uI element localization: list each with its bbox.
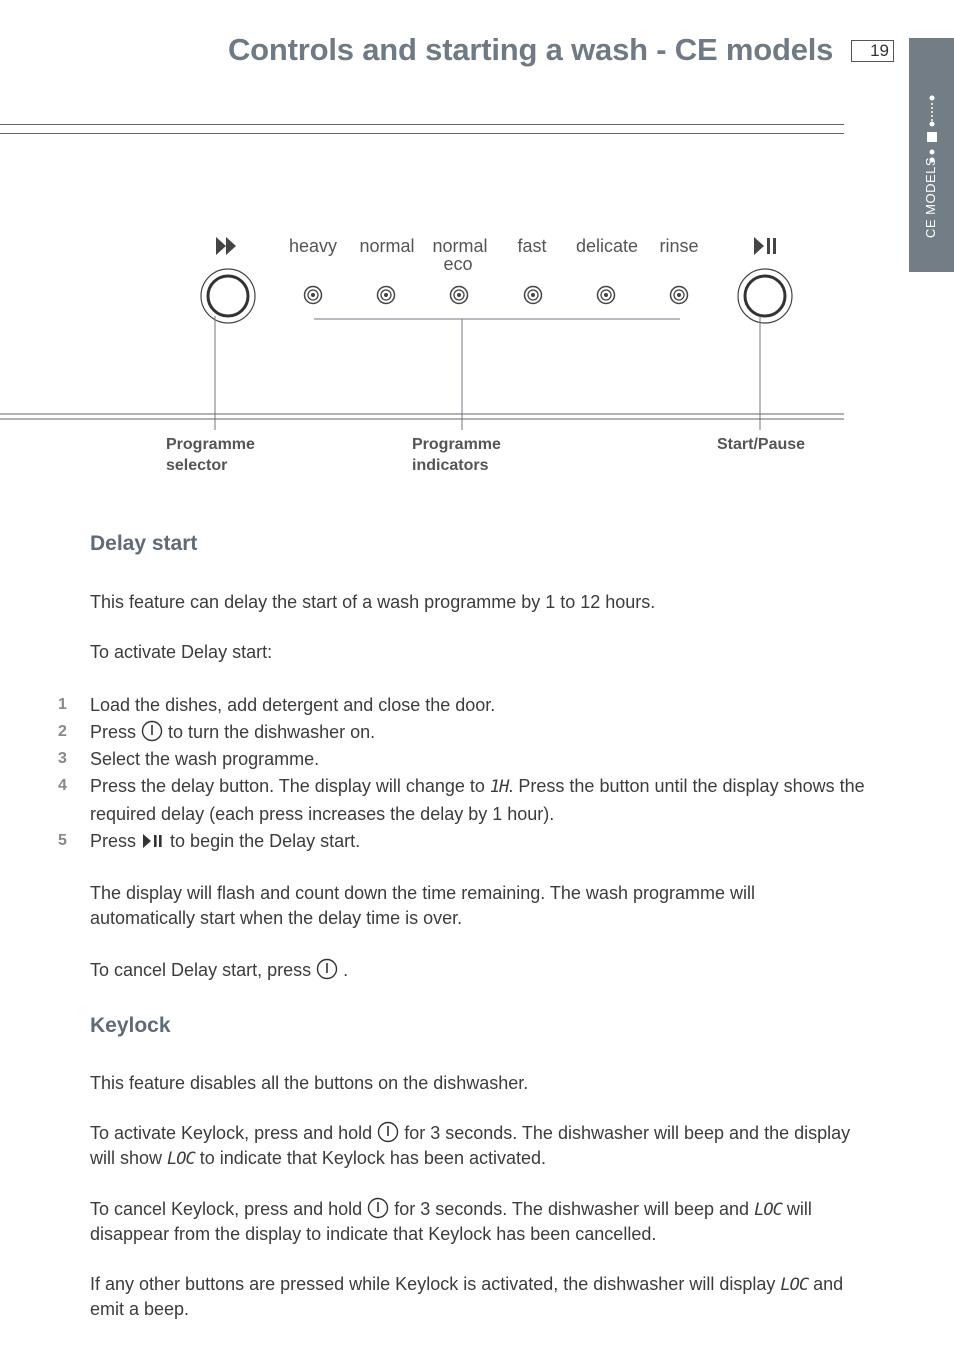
start-pause-icon bbox=[754, 237, 776, 255]
section-side-tab bbox=[909, 38, 954, 272]
step-number: 2 bbox=[58, 723, 67, 740]
display-loc-readout: LOC bbox=[780, 1275, 809, 1295]
indicator-light bbox=[451, 287, 468, 304]
countdown-text: The display will flash and count down the time remaining. The wash programme will bbox=[90, 883, 755, 903]
step-text: Press to turn the dishwasher on. bbox=[90, 722, 376, 742]
panel-edge bbox=[0, 414, 844, 419]
keylock-intro: This feature disables all the buttons on the dishwasher. bbox=[90, 1073, 529, 1093]
step-text: Select the wash programme. bbox=[90, 749, 320, 769]
side-tab-label: CE MODELS bbox=[923, 156, 938, 238]
header-rule-top bbox=[0, 124, 844, 125]
programme-label-eco: eco bbox=[443, 254, 473, 274]
indicator-light bbox=[598, 287, 615, 304]
keylock-heading: Keylock bbox=[90, 1014, 171, 1037]
programme-selector-icon bbox=[216, 237, 236, 255]
step-text: Press to begin the Delay start. bbox=[90, 831, 361, 851]
indicator-light bbox=[305, 287, 322, 304]
display-1h-readout: 1H bbox=[489, 777, 509, 797]
start-pause-button[interactable] bbox=[738, 269, 792, 323]
display-loc-readout: LOC bbox=[167, 1149, 195, 1169]
keylock-other-buttons-text-continued: emit a beep. bbox=[90, 1299, 190, 1319]
keylock-activate-text-continued: will show LOC to indicate that Keylock has been activated. bbox=[90, 1148, 546, 1169]
step-text: Load the dishes, add detergent and close the door. bbox=[90, 695, 496, 715]
indicator-light bbox=[378, 287, 395, 304]
keylock-other-buttons-text: If any other buttons are pressed while Keylock is activated, the dishwasher will display LOC and bbox=[90, 1274, 844, 1295]
display-loc-readout: LOC bbox=[754, 1200, 782, 1220]
keylock-cancel-text-continued: disappear from the display to indicate that Keylock has been cancelled. bbox=[90, 1224, 657, 1244]
programme-label-normal-eco: normal bbox=[432, 236, 488, 256]
delay-start-intro: This feature can delay the start of a wash programme by 1 to 12 hours. bbox=[90, 592, 656, 612]
step-number: 5 bbox=[58, 832, 67, 849]
callout-lines bbox=[215, 316, 760, 430]
header-rule-bottom bbox=[0, 133, 844, 134]
programme-indicator-lights bbox=[305, 287, 688, 304]
countdown-text-continued: automatically start when the delay time is over. bbox=[90, 908, 463, 928]
delay-start-heading: Delay start bbox=[90, 532, 198, 555]
step-text: Press the delay button. The display will change to 1H. Press the button until the display shows the bbox=[90, 776, 865, 797]
start-pause-icon bbox=[141, 832, 165, 850]
power-button-icon bbox=[141, 720, 163, 742]
programme-label-delicate: delicate bbox=[575, 236, 639, 256]
step-number: 4 bbox=[58, 777, 67, 794]
programme-label-fast: fast bbox=[517, 236, 547, 256]
indicator-light bbox=[671, 287, 688, 304]
indicator-light bbox=[525, 287, 542, 304]
programme-label-heavy: heavy bbox=[288, 236, 338, 256]
delay-start-activate: To activate Delay start: bbox=[90, 642, 273, 662]
page-number: 19 bbox=[851, 40, 894, 62]
power-button-icon bbox=[377, 1121, 399, 1143]
programme-label-normal: normal bbox=[359, 236, 415, 256]
programme-label-rinse: rinse bbox=[659, 236, 699, 256]
keylock-activate-text: To activate Keylock, press and hold for 3 seconds. The dishwasher will beep and the display bbox=[90, 1123, 851, 1143]
callout-programme-indicators: Programme indicators bbox=[412, 436, 501, 474]
power-button-icon bbox=[367, 1197, 389, 1219]
step-number: 3 bbox=[58, 750, 67, 767]
cancel-delay-text: To cancel Delay start, press . bbox=[90, 960, 349, 980]
step-number: 1 bbox=[58, 696, 67, 713]
keylock-cancel-text: To cancel Keylock, press and hold for 3 seconds. The dishwasher will beep and LOC will bbox=[90, 1199, 812, 1220]
power-button-icon bbox=[316, 958, 338, 980]
step-text-continued: required delay (each press increases the delay by 1 hour). bbox=[90, 804, 555, 824]
page-title: Controls and starting a wash - CE models bbox=[228, 32, 834, 67]
programme-selector-knob[interactable] bbox=[201, 269, 255, 323]
callout-programme-selector: Programme selector bbox=[166, 436, 255, 474]
callout-start-pause: Start/Pause bbox=[717, 436, 806, 453]
